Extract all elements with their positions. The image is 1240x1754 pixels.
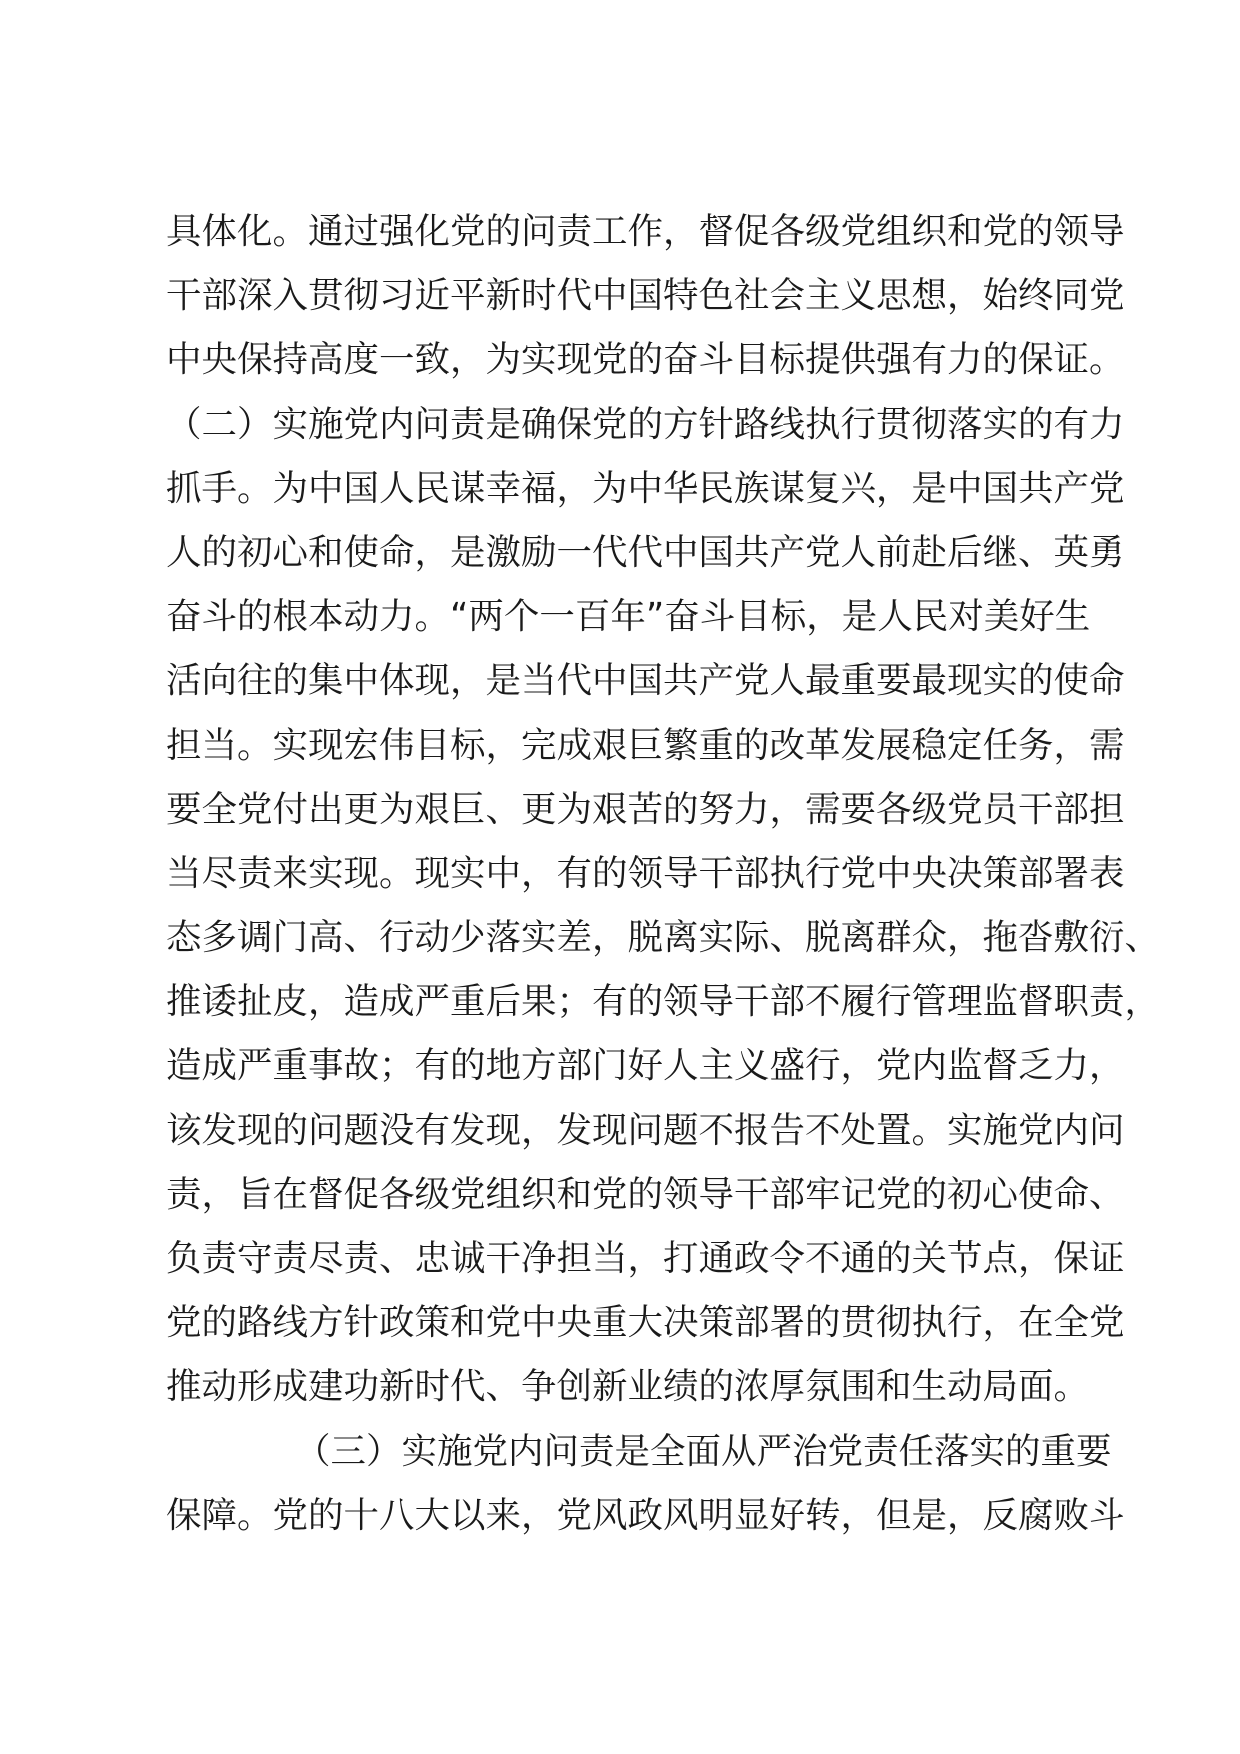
text-line: 当尽责来实现。现实中，有的领导干部执行党中央决策部署表 bbox=[166, 852, 1125, 894]
text-line: 抓手。为中国人民谋幸福，为中华民族谋复兴，是中国共产党 bbox=[166, 467, 1125, 509]
text-line: 推诿扯皮，造成严重后果；有的领导干部不履行管理监督职责， bbox=[166, 981, 1161, 1023]
text-line: 人的初心和使命，是激励一代代中国共产党人前赴后继、英勇 bbox=[166, 531, 1125, 573]
text-line: 造成严重事故；有的地方部门好人主义盛行，党内监督乏力， bbox=[166, 1045, 1125, 1087]
text-line: 担当。实现宏伟目标，完成艰巨繁重的改革发展稳定任务，需 bbox=[166, 724, 1125, 766]
text-line: 党的路线方针政策和党中央重大决策部署的贯彻执行，在全党 bbox=[166, 1302, 1125, 1344]
text-line: 中央保持高度一致，为实现党的奋斗目标提供强有力的保证。 bbox=[166, 339, 1125, 381]
section-heading-2: （二）实施党内问责是确保党的方针路线执行贯彻落实的有力 bbox=[166, 403, 1125, 445]
text-line: 要全党付出更为艰巨、更为艰苦的努力，需要各级党员干部担 bbox=[166, 788, 1125, 830]
text-line: 态多调门高、行动少落实差，脱离实际、脱离群众，拖沓敷衍、 bbox=[166, 917, 1161, 959]
text-line: 该发现的问题没有发现，发现问题不报告不处置。实施党内问 bbox=[166, 1109, 1125, 1151]
text-line: 具体化。通过强化党的问责工作，督促各级党组织和党的领导 bbox=[166, 211, 1125, 252]
text-line: 推动形成建功新时代、争创新业绩的浓厚氛围和生动局面。 bbox=[166, 1366, 1090, 1408]
text-line: 责，旨在督促各级党组织和党的领导干部牢记党的初心使命、 bbox=[166, 1173, 1125, 1215]
text-line: 保障。党的十八大以来，党风政风明显好转，但是，反腐败斗 bbox=[166, 1494, 1125, 1536]
text-line: 活向往的集中体现，是当代中国共产党人最重要最现实的使命 bbox=[166, 660, 1125, 702]
body-text bbox=[166, 200, 1161, 1548]
text-line: 奋斗的根本动力。“两个一百年”奋斗目标，是人民对美好生 bbox=[166, 596, 1091, 638]
section-heading-3: （三）实施党内问责是全面从严治党责任落实的重要 bbox=[295, 1430, 1112, 1472]
text-line: 干部深入贯彻习近平新时代中国特色社会主义思想，始终同党 bbox=[166, 275, 1125, 317]
text-line: 负责守责尽责、忠诚干净担当，打通政令不通的关节点，保证 bbox=[166, 1238, 1125, 1279]
